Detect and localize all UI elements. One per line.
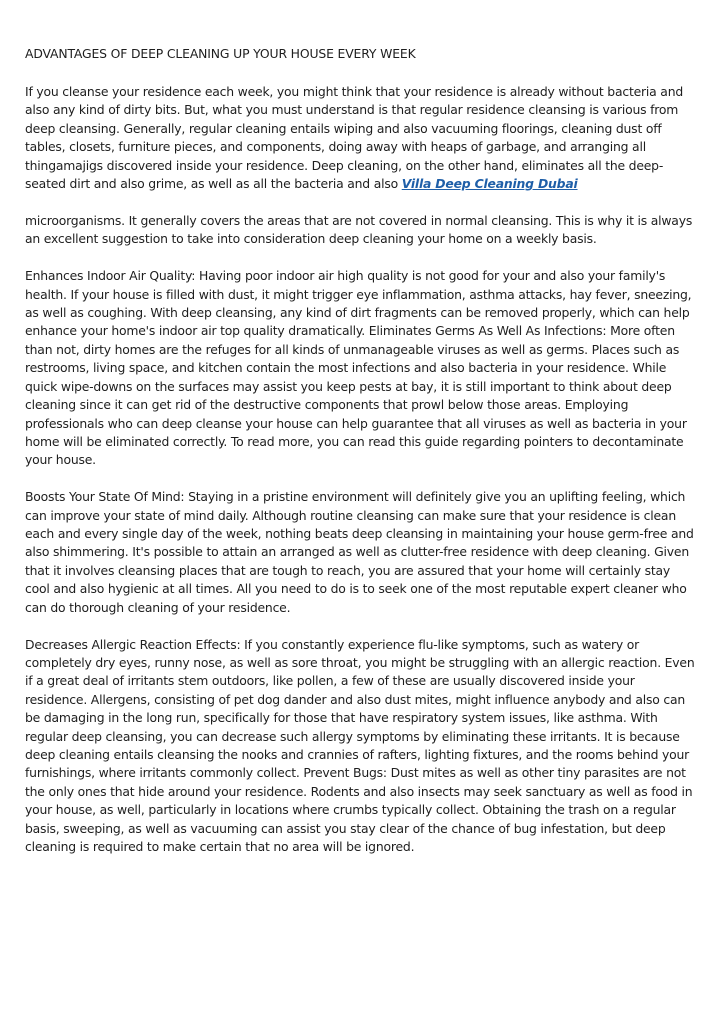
intro-text: If you cleanse your residence each week, you might think that your residence is already without bacteria and also any kind of dirty bits. But, what you must understand is that regular residence cleansing is various from deep cleansing. Generally, regular cleaning entails wiping and also vacuuming floorings, cleaning dust off tables, closets, furniture pieces, and components, doing away with heaps of garbage, and arranging all thingamajigs discovered inside your residence. Deep cleaning, on the other hand, eliminates all the deep-seated dirt and also grime, as well as all the bacteria and also xyxy=(25,84,684,192)
paragraph-allergic-reaction: Decreases Allergic Reaction Effects: If you constantly experience flu-like symptoms, such as watery or completely dry eyes, runny nose, as well as sore throat, you might be struggling with an allergic reaction. Even if a great deal of irritants stem outdoors, like pollen, a few of these are usually discovered inside your residence. Allergens, consisting of pet dog dander and also dust mites, might influence anybody and also can be damaging in the long run, specifically for those that have respiratory system issues, like asthma. With regular deep cleansing, you can decrease such allergy symptoms by eliminating these irritants. It is because deep cleaning entails cleansing the nooks and crannies of rafters, lighting fixtures, and the rooms behind your furnishings, where irritants commonly collect. Prevent Bugs: Dust mites as well as other tiny parasites are not the only ones that hide around your residence. Rodents and also insects may seek sanctuary as well as food in your house, as well, particularly in locations where crumbs typically collect. Obtaining the trash on a regular basis, sweeping, as well as vacuuming can assist you stay clear of the chance of bug infestation, but deep cleaning is required to make certain that no area will be ignored. xyxy=(25,636,695,855)
paragraph-microorganisms: microorganisms. It generally covers the areas that are not covered in normal cleansing. This is why it is always an excellent suggestion to take into consideration deep cleaning your home on a weekly basis. xyxy=(25,212,693,247)
villa-deep-cleaning-link[interactable]: Villa Deep Cleaning Dubai xyxy=(401,176,578,192)
page-title: ADVANTAGES OF DEEP CLEANING UP YOUR HOUSE EVERY WEEK xyxy=(25,46,416,61)
document-page xyxy=(25,45,697,875)
paragraph-state-of-mind: Boosts Your State Of Mind: Staying in a pristine environment will definitely give you an uplifting feeling, which can improve your state of mind daily. Although routine cleansing can make sure that your residence is clean each and every single day of the week, nothing beats deep cleansing in maintaining your house germ-free and also shimmering. It's possible to attain an arranged as well as clutter-free residence with deep cleaning. Given that it involves cleansing places that are tough to reach, you are assured that your home will certainly stay cool and also hygienic at all times. All you need to do is to seek one of the most reputable expert cleaner who can do thorough cleaning of your residence. xyxy=(25,489,694,615)
intro-paragraph xyxy=(25,83,697,193)
paragraph-indoor-air-quality: Enhances Indoor Air Quality: Having poor indoor air high quality is not good for your and also your family's health. If your house is filled with dust, it might trigger eye inflammation, asthma attacks, hay fever, sneezing, as well as coughing. With deep cleansing, any kind of dirt fragments can be removed properly, which can help enhance your home's indoor air top quality dramatically. Eliminates Germs As Well As Infections: More often than not, dirty homes are the refuges for all kinds of unmanageable viruses as well as germs. Places such as restrooms, living space, and kitchen contain the most infections and also bacteria in your residence. While quick wipe-downs on the surfaces may assist you keep pests at bay, it is still important to think about deep cleaning since it can get rid of the destructive components that prowl below those areas. Employing professionals who can deep cleanse your house can help guarantee that all viruses as well as bacteria in your home will be eliminated correctly. To read more, you can read this guide regarding pointers to decontaminate your house. xyxy=(25,268,692,468)
